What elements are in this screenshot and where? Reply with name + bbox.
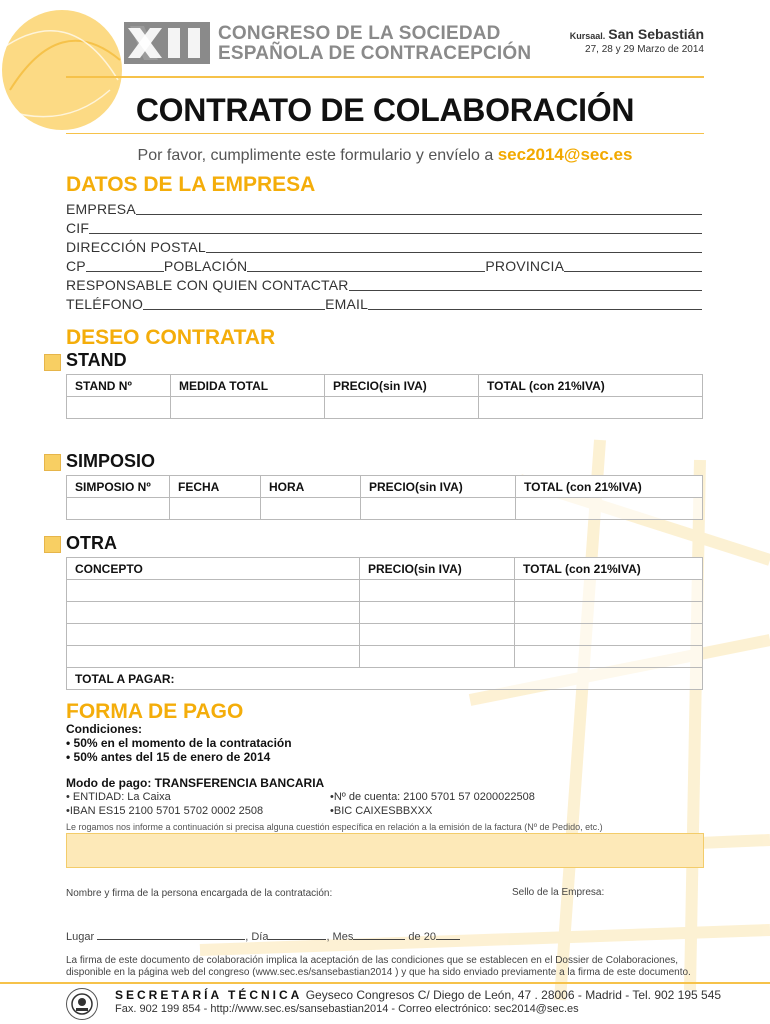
stand-col-precio: PRECIO(sin IVA) (325, 375, 479, 397)
simposio-no-cell[interactable] (67, 498, 170, 520)
simposio-checkbox[interactable] (44, 454, 61, 471)
otra-concepto-cell[interactable] (67, 580, 360, 602)
otra-total-cell[interactable] (515, 646, 703, 668)
footer-address: Geyseco Congresos C/ Diego de León, 47 . 28006 - Madrid - Tel. 902 195 545 (305, 988, 722, 1002)
simposio-col-precio: PRECIO(sin IVA) (361, 476, 516, 498)
stand-col-total: TOTAL (con 21%IVA) (479, 375, 703, 397)
otra-concepto-cell[interactable] (67, 646, 360, 668)
otra-concepto-cell[interactable] (67, 624, 360, 646)
simposio-col-no: SIMPOSIO Nº (67, 476, 170, 498)
cp-input-line[interactable] (86, 258, 164, 272)
otra-checkbox[interactable] (44, 536, 61, 553)
otra-precio-cell[interactable] (360, 580, 515, 602)
contact-email-link[interactable]: sec2014@sec.es (497, 145, 633, 164)
stand-total-cell[interactable] (479, 397, 703, 419)
dia-label: , Día (245, 931, 269, 943)
simposio-heading: SIMPOSIO (66, 451, 156, 471)
bank-iban: •IBAN ES15 2100 5701 5702 0002 2508 (66, 805, 264, 817)
stand-no-cell[interactable] (67, 397, 171, 419)
responsable-field[interactable] (66, 274, 702, 293)
otra-total-cell[interactable] (515, 624, 703, 646)
telefono-input-line[interactable] (143, 296, 325, 310)
stand-checkbox[interactable] (44, 354, 61, 371)
header-divider (66, 76, 704, 78)
venue-city: San Sebastián (608, 26, 704, 42)
mes-label: , Mes (326, 931, 354, 943)
simposio-hora-cell[interactable] (261, 498, 361, 520)
stand-precio-cell[interactable] (325, 397, 479, 419)
direccion-field[interactable] (66, 236, 702, 255)
otra-precio-cell[interactable] (360, 646, 515, 668)
section-deseo-contratar: DESEO CONTRATAR (66, 326, 276, 349)
otra-total-cell[interactable] (515, 602, 703, 624)
footer-divider (0, 982, 770, 984)
congress-name-line1: CONGRESO DE LA SOCIEDAD (218, 23, 501, 44)
firma-label: Nombre y firma de la persona encargada de la contratación: (66, 888, 333, 899)
congress-name (218, 24, 531, 64)
telefono-email-row[interactable] (66, 293, 702, 312)
telefono-label: TELÉFONO (66, 296, 144, 312)
cif-field[interactable] (66, 217, 702, 236)
stand-medida-cell[interactable] (171, 397, 325, 419)
responsable-label: RESPONSABLE CON QUIEN CONTACTAR (66, 277, 349, 293)
footer-line-1 (115, 988, 721, 1002)
venue (570, 26, 704, 42)
table-row (67, 624, 703, 646)
secretaria-tecnica: SECRETARÍA TÉCNICA (115, 988, 303, 1002)
congress-name-line2: ESPAÑOLA DE CONTRACEPCIÓN (218, 43, 532, 64)
cp-poblacion-provincia-row[interactable] (66, 255, 702, 274)
condicion-1: • 50% en el momento de la contratación (66, 736, 292, 750)
otra-col-total: TOTAL (con 21%IVA) (515, 558, 703, 580)
section-forma-pago: FORMA DE PAGO (66, 700, 244, 723)
footer-line-2: Fax. 902 199 854 - http://www.sec.es/sansebastian2014 - Correo electrónico: sec2014@sec.es (115, 1003, 579, 1015)
factura-note: Le rogamos nos informe a continuación si precisa alguna cuestión específica en relación a la emisión de la factura (Nº de Pedido, etc.) (66, 822, 603, 832)
email-label: EMAIL (325, 296, 369, 312)
year-input-line[interactable] (436, 929, 460, 940)
sello-label: Sello de la Empresa: (512, 887, 605, 898)
simposio-precio-cell[interactable] (361, 498, 516, 520)
provincia-label: PROVINCIA (485, 258, 565, 274)
table-row (67, 397, 703, 419)
lugar-label: Lugar (66, 931, 95, 943)
otra-col-precio: PRECIO(sin IVA) (360, 558, 515, 580)
bank-bic: •BIC CAIXESBBXXX (330, 805, 433, 817)
poblacion-label: POBLACIÓN (163, 258, 248, 274)
provincia-input-line[interactable] (564, 258, 702, 272)
table-row (67, 602, 703, 624)
legal-text: La firma de este documento de colaboración implica la aceptación de las condiciones que se establecen en el Dossier de Colaboraciones, disponible en la página web del congreso (www.sec.es/sansebastian2014 ) y que ha sido enviado previamente a la firma de este documento. (66, 955, 691, 978)
otra-precio-cell[interactable] (360, 602, 515, 624)
cif-input-line[interactable] (89, 220, 702, 234)
condicion-2: • 50% antes del 15 de enero de 2014 (66, 750, 271, 764)
bank-cuenta: •Nº de cuenta: 2100 5701 57 0200022508 (330, 791, 535, 803)
simposio-col-fecha: FECHA (170, 476, 261, 498)
lugar-input-line[interactable] (97, 929, 245, 940)
venue-small: Kursaal. (569, 31, 606, 41)
empresa-field[interactable] (66, 198, 702, 217)
empresa-input-line[interactable] (136, 201, 702, 215)
otra-precio-cell[interactable] (360, 624, 515, 646)
condiciones-label: Condiciones: (66, 722, 143, 736)
congress-dates: 27, 28 y 29 Marzo de 2014 (585, 44, 704, 55)
otra-heading: OTRA (66, 533, 117, 553)
responsable-input-line[interactable] (349, 277, 702, 291)
otra-total-cell[interactable] (515, 580, 703, 602)
geyseco-logo-icon (66, 988, 98, 1020)
title-divider (66, 133, 704, 134)
otra-table (66, 557, 703, 690)
direccion-label: DIRECCIÓN POSTAL (66, 239, 206, 255)
table-row (67, 646, 703, 668)
email-input-line[interactable] (368, 296, 702, 310)
otra-concepto-cell[interactable] (67, 602, 360, 624)
factura-notes-input[interactable] (66, 833, 704, 868)
cif-label: CIF (66, 220, 90, 236)
empresa-label: EMPRESA (66, 201, 136, 217)
total-a-pagar-cell[interactable]: TOTAL A PAGAR: (67, 668, 703, 690)
cp-label: CP (66, 258, 86, 274)
poblacion-input-line[interactable] (247, 258, 485, 272)
otra-col-concepto: CONCEPTO (67, 558, 360, 580)
simposio-col-total: TOTAL (con 21%IVA) (516, 476, 703, 498)
bank-entidad: • ENTIDAD: La Caixa (66, 791, 171, 803)
direccion-input-line[interactable] (206, 239, 702, 253)
table-row (67, 498, 703, 520)
simposio-fecha-cell[interactable] (170, 498, 261, 520)
simposio-total-cell[interactable] (516, 498, 703, 520)
stand-col-medida: MEDIDA TOTAL (171, 375, 325, 397)
table-row (67, 580, 703, 602)
total-row (67, 668, 703, 690)
mes-input-line[interactable] (353, 929, 405, 940)
modo-pago: Modo de pago: TRANSFERENCIA BANCARIA (66, 776, 325, 790)
year-label: de 20 (408, 931, 436, 943)
simposio-col-hora: HORA (261, 476, 361, 498)
congress-logo-xii (124, 22, 210, 64)
dia-input-line[interactable] (268, 929, 326, 940)
stand-table (66, 374, 703, 419)
stand-col-stand-no: STAND Nº (67, 375, 171, 397)
stand-heading: STAND (66, 350, 127, 370)
simposio-table (66, 475, 703, 520)
subtitle-text: Por favor, cumplimente este formulario y envíelo a (137, 147, 494, 164)
subtitle (0, 145, 770, 165)
section-datos-empresa: DATOS DE LA EMPRESA (66, 173, 316, 196)
page-title: CONTRATO DE COLABORACIÓN (135, 92, 635, 128)
lugar-fecha-row (66, 929, 460, 943)
